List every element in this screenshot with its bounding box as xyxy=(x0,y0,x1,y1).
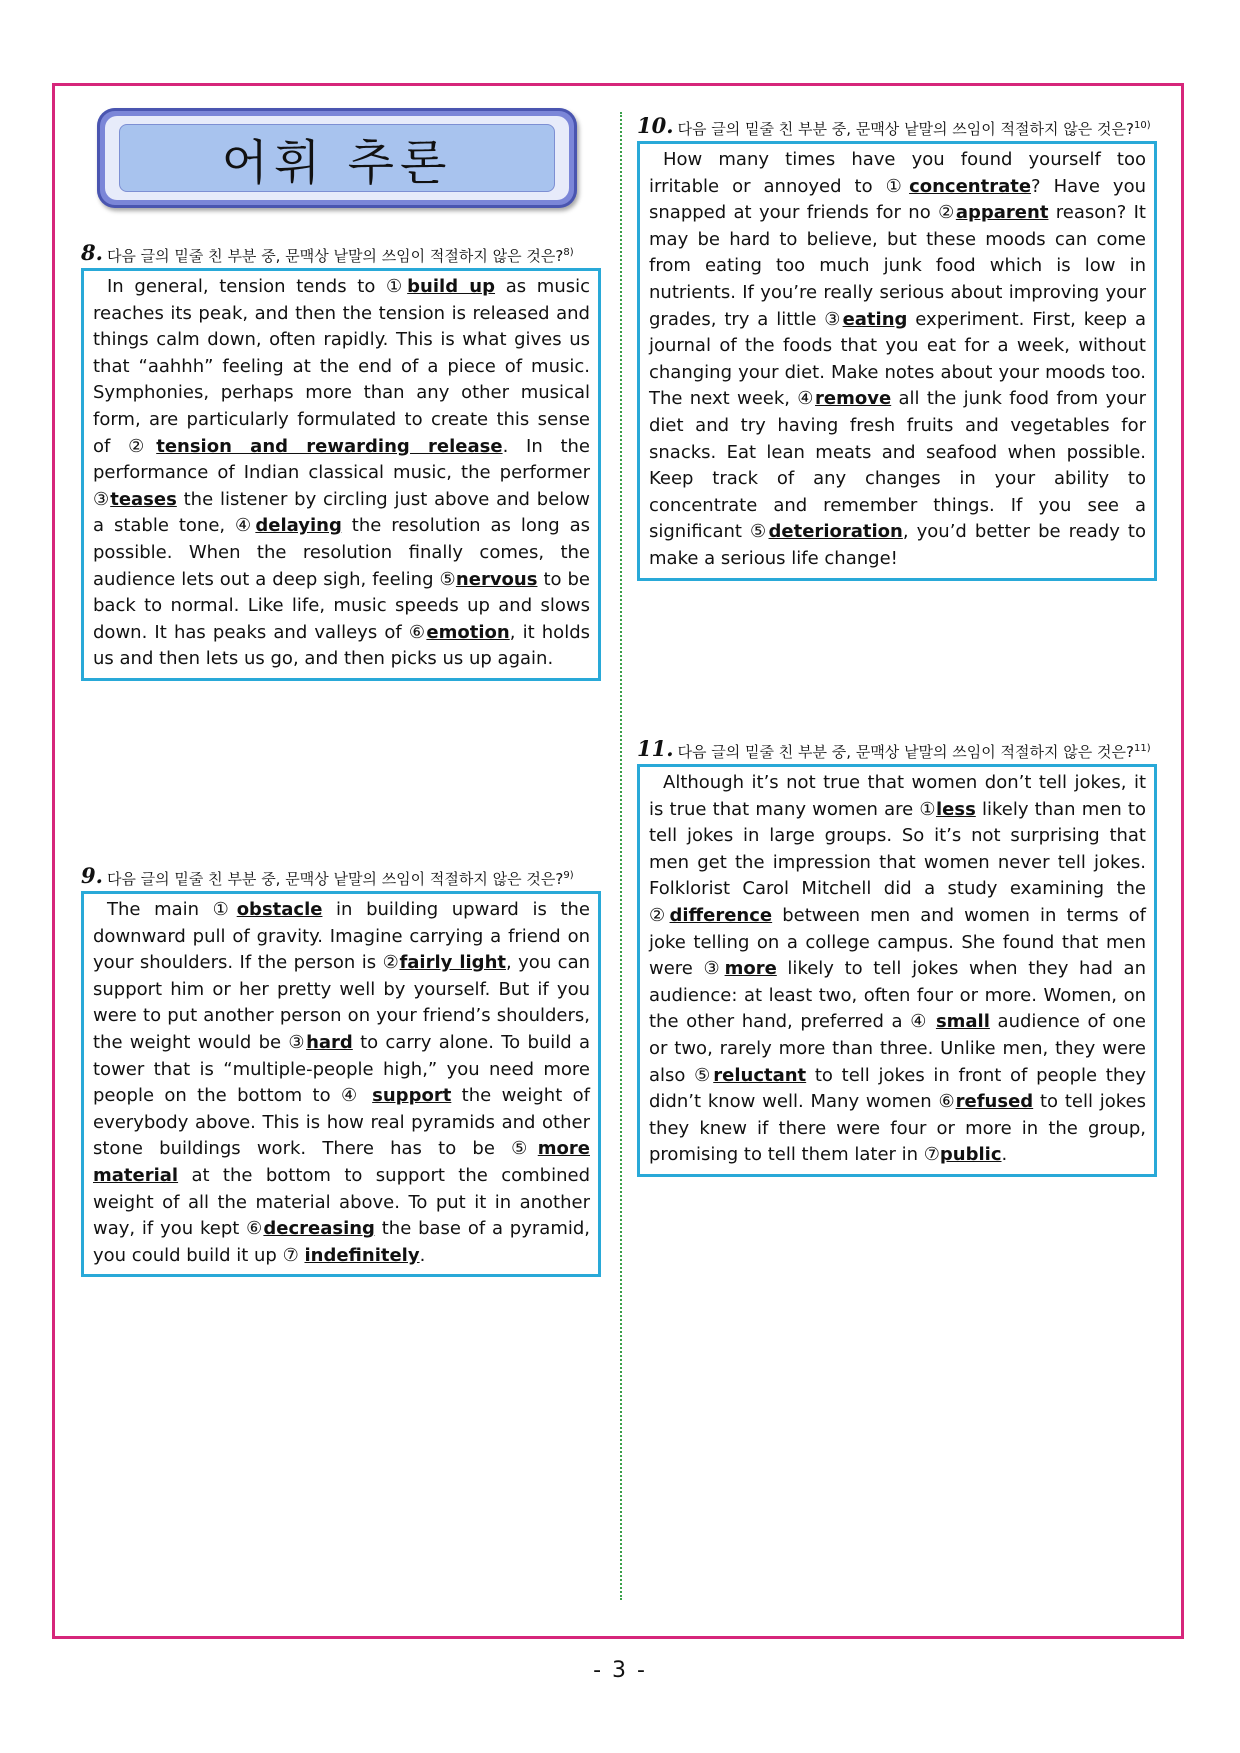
passage-text: audience of one or two, rarely more than three. Unlike men, they were also xyxy=(649,1011,1146,1086)
passage-text: In general, tension tends to xyxy=(107,276,387,297)
footnote-marker: 10) xyxy=(1133,120,1151,131)
passage-text: ③ xyxy=(288,1031,307,1053)
passage-box xyxy=(81,891,601,1277)
underlined-word: more xyxy=(724,958,777,980)
passage-text: ? Have you snapped at your friends for no xyxy=(649,175,1146,224)
passage-text: the listener by circling just above and below a stable tone, xyxy=(93,488,590,537)
passage-text: ④ xyxy=(235,515,256,537)
passage-text: ④ xyxy=(797,388,816,410)
passage xyxy=(93,897,590,1269)
underlined-word: fairly light xyxy=(399,952,506,974)
passage-text: all the junk food from your diet and try having fresh fruits and vegetables for snacks. Eat lean meats and seafood when possible. Keep track of any changes in your ability to concentrate and remember things. If you see a significant xyxy=(649,388,1146,543)
question-10 xyxy=(637,113,1157,581)
passage-text: ⑤ xyxy=(694,1064,714,1086)
passage-box xyxy=(637,764,1157,1177)
passage-text: ② xyxy=(128,435,157,457)
passage-text: ⑤ xyxy=(511,1138,538,1160)
passage-text: ③ xyxy=(703,958,725,980)
underlined-word: small xyxy=(935,1011,990,1033)
passage-text: the base of a pyramid, you could build it up xyxy=(93,1218,591,1266)
passage-text: , it holds us and then lets us go, and then picks us up again. xyxy=(93,621,591,670)
underlined-word: reluctant xyxy=(713,1064,807,1086)
question-prompt xyxy=(107,243,601,266)
question-header xyxy=(637,113,1157,139)
underlined-word: remove xyxy=(815,388,892,410)
banner-panel xyxy=(119,124,555,192)
underlined-word: public xyxy=(939,1144,1002,1166)
banner-border xyxy=(105,116,569,200)
passage xyxy=(93,274,590,673)
passage-text: ① xyxy=(386,276,408,297)
footnote-marker: 11) xyxy=(1133,743,1151,754)
page-number: - 3 - xyxy=(593,1658,647,1683)
underlined-word: emotion xyxy=(426,621,510,643)
prompt-text: 다음 글의 밑줄 친 부분 중, 문맥상 낱말의 쓰임이 적절하지 않은 것은? xyxy=(677,120,1134,138)
passage-text: at the bottom to support the combined weight of all the material above. To put it in another way, if you kept xyxy=(93,1164,590,1240)
passage-text: , you can support him or her pretty well by yourself. But if you were to put another person on your friend’s shoulders, the weight would be xyxy=(93,952,591,1053)
passage-text: ⑥ xyxy=(938,1091,956,1113)
underlined-word: decreasing xyxy=(263,1218,375,1240)
passage-text: ① xyxy=(885,175,910,197)
passage-box xyxy=(637,141,1157,581)
passage-text: in building upward is the downward pull of gravity. Imagine carrying a friend on your shoulders. If the person is xyxy=(93,899,590,974)
question-11 xyxy=(637,736,1157,1177)
question-number: 9. xyxy=(81,863,103,888)
passage-text xyxy=(362,1085,372,1106)
question-prompt xyxy=(678,116,1157,139)
passage-text: likely than men to tell jokes in large groups. So it’s not surprising that men get the impression that women never tell jokes. Folklorist Carol Mitchell did a study examining the xyxy=(649,798,1146,900)
passage-text: ② xyxy=(649,904,670,926)
underlined-word: refused xyxy=(955,1091,1034,1113)
passage-text: to tell jokes they knew if there were four or more in the group, promising to tell them later in xyxy=(649,1091,1146,1166)
passage-text: likely to tell jokes when they had an audience: at least two, often four or more. Women, on the other hand, preferred a xyxy=(649,958,1146,1033)
prompt-text: 다음 글의 밑줄 친 부분 중, 문맥상 낱말의 쓰임이 적절하지 않은 것은? xyxy=(677,743,1134,761)
underlined-word: eating xyxy=(842,308,908,330)
question-prompt xyxy=(107,866,601,889)
passage-text: . xyxy=(1001,1144,1008,1166)
passage-text: reason? It may be hard to believe, but these moods can come from eating too much junk food which is low in nutrients. If you’re really serious about improving your grades, try a little xyxy=(649,202,1146,330)
footnote-marker: 8) xyxy=(563,247,574,258)
question-number: 10. xyxy=(637,113,674,138)
prompt-text: 다음 글의 밑줄 친 부분 중, 문맥상 낱말의 쓰임이 적절하지 않은 것은? xyxy=(106,870,564,888)
passage-text: , you’d better be ready to make a serious life change! xyxy=(649,521,1147,569)
underlined-word: build up xyxy=(407,276,496,297)
underlined-word: apparent xyxy=(955,202,1049,224)
passage-text: to tell jokes in front of people they didn’t know well. Many women xyxy=(649,1064,1146,1113)
passage-text: the resolution as long as possible. When the resolution finally comes, the audience lets out a deep sigh, feeling xyxy=(93,515,591,590)
passage-text xyxy=(928,1011,936,1032)
underlined-word: concentrate xyxy=(909,175,1032,197)
passage-text: ⑤ xyxy=(439,568,456,590)
underlined-word: hard xyxy=(306,1031,353,1053)
passage-text: ④ xyxy=(340,1085,362,1107)
underlined-word: deterioration xyxy=(768,521,903,543)
passage xyxy=(649,770,1146,1169)
underlined-word: tension and rewarding release xyxy=(156,435,503,457)
passage xyxy=(649,147,1146,573)
question-prompt xyxy=(678,739,1157,762)
passage-text: the weight of everybody above. This is how real pyramids and other stone buildings work. There has to be xyxy=(93,1085,590,1160)
passage-text: ④ xyxy=(910,1011,929,1033)
underlined-word: more material xyxy=(93,1138,590,1186)
passage-text: . In the performance of Indian classical music, the performer xyxy=(93,435,590,484)
question-9 xyxy=(81,863,601,1277)
question-header xyxy=(81,240,601,266)
passage-text: ⑤ xyxy=(750,521,769,543)
underlined-word: obstacle xyxy=(236,899,323,920)
underlined-word: less xyxy=(935,798,976,820)
passage-text: ① xyxy=(212,899,237,920)
underlined-word: indefinitely xyxy=(304,1244,420,1266)
passage-text: . xyxy=(419,1244,426,1266)
passage-box xyxy=(81,268,601,681)
footnote-marker: 9) xyxy=(563,870,574,881)
passage-text: to be back to normal. Like life, music speeds up and slows down. It has peaks and valleys of xyxy=(93,568,590,643)
prompt-text: 다음 글의 밑줄 친 부분 중, 문맥상 낱말의 쓰임이 적절하지 않은 것은? xyxy=(106,247,564,265)
question-header xyxy=(637,736,1157,762)
question-header xyxy=(81,863,601,889)
underlined-word: delaying xyxy=(255,515,342,537)
passage-text: ② xyxy=(382,952,400,974)
passage-text: The main xyxy=(107,899,213,920)
question-number: 11. xyxy=(637,736,674,761)
question-number: 8. xyxy=(81,240,103,265)
passage-text: ③ xyxy=(824,308,843,330)
section-banner xyxy=(97,108,577,208)
column-divider xyxy=(620,112,622,1600)
passage-text: ② xyxy=(938,202,956,224)
passage-text: Although it’s not true that women don’t tell jokes, it is true that many women are xyxy=(649,772,1146,820)
passage-text: ⑦ xyxy=(923,1144,940,1166)
passage-text: How many times have you found yourself too irritable or annoyed to xyxy=(649,149,1146,197)
passage-text: ③ xyxy=(93,488,111,510)
passage-text: between men and women in terms of joke telling on a college campus. She found that men were xyxy=(649,904,1147,980)
section-title: 어휘 추론 xyxy=(221,134,453,191)
passage-text: ⑦ xyxy=(282,1244,299,1266)
passage-text: to carry alone. To build a tower that is “multiple-people high,” you need more people on the bottom to xyxy=(93,1031,591,1107)
underlined-word: nervous xyxy=(455,568,538,590)
underlined-word: teases xyxy=(110,488,177,510)
passage-text: ⑥ xyxy=(246,1218,264,1240)
passage-text: as music reaches its peak, and then the tension is released and things calm down, often rapidly. This is what gives us that “aahhh” feeling at the end of a piece of music. Symphonies, perhaps more than any other musical form, are particularly formulated to create this sense of xyxy=(93,276,591,457)
underlined-word: support xyxy=(372,1085,452,1107)
passage-text: experiment. First, keep a journal of the foods that you eat for a week, without changing your diet. Make notes about your moods too. The next week, xyxy=(649,308,1146,410)
passage-text: ⑥ xyxy=(408,621,427,643)
passage-text: ① xyxy=(919,798,936,820)
question-8 xyxy=(81,240,601,681)
underlined-word: difference xyxy=(669,904,773,926)
